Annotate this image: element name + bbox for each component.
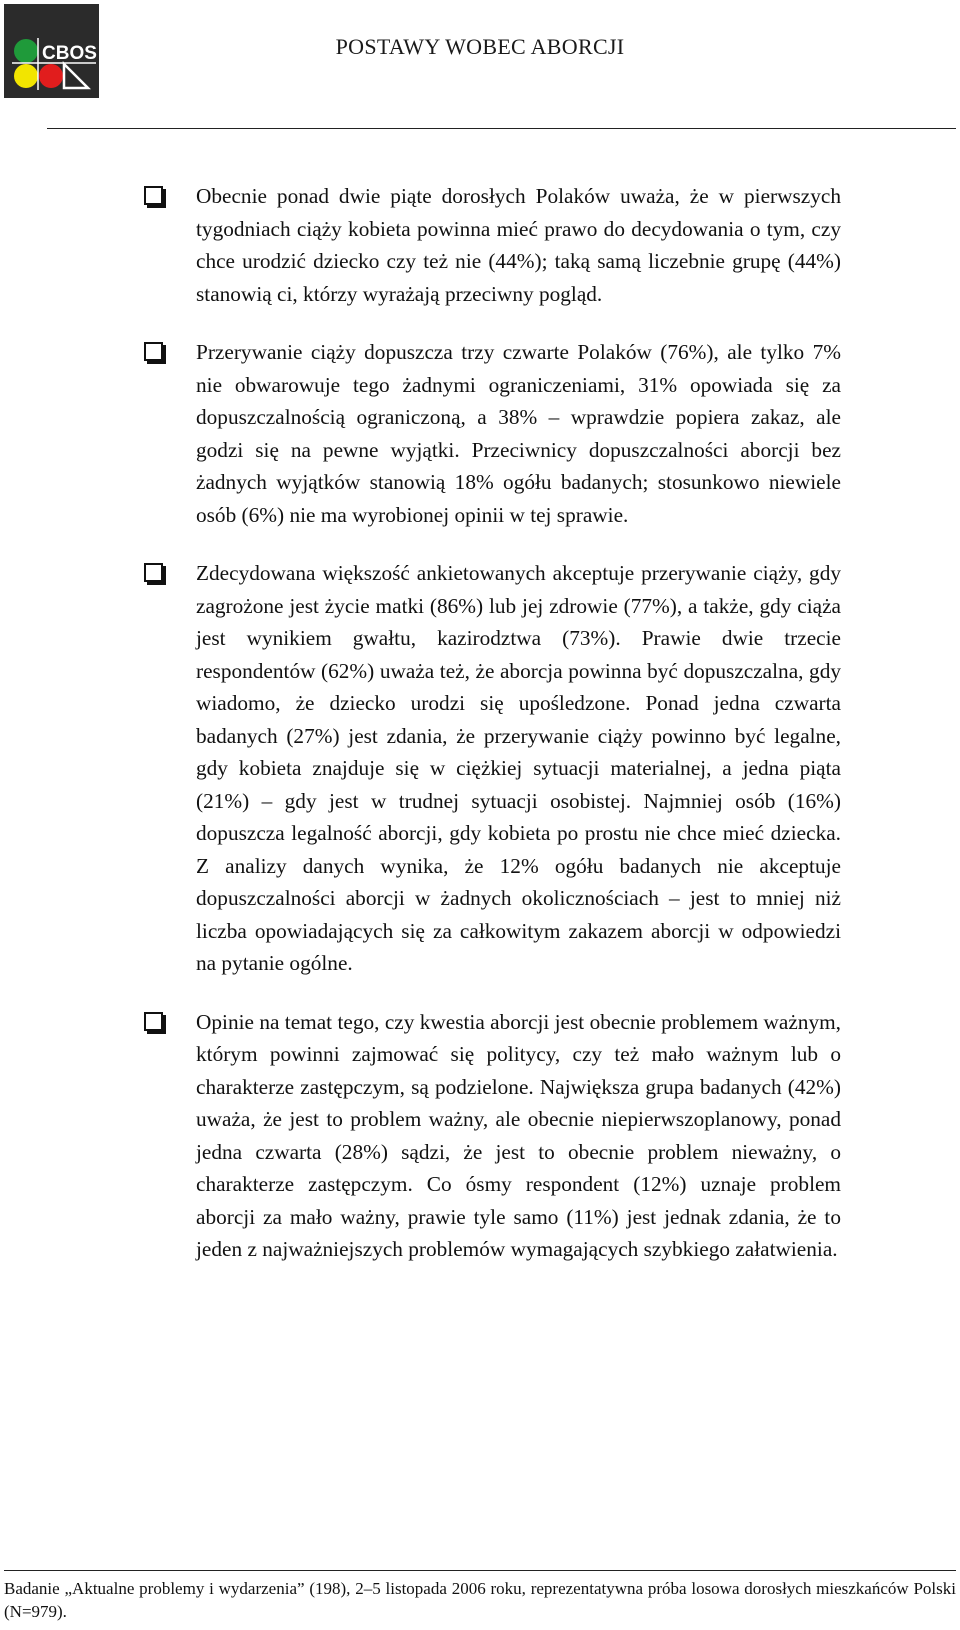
- summary-bullet-list: [196, 180, 841, 1266]
- checkbox-icon: [144, 563, 163, 582]
- logo-text: CBOS: [42, 43, 97, 64]
- footer-divider: [4, 1570, 956, 1571]
- logo-yellow-dot: [14, 64, 38, 88]
- checkbox-icon: [144, 342, 163, 361]
- logo-red-dot: [39, 64, 63, 88]
- summary-bullet-text: Zdecydowana większość ankietowanych akceptuje przerywanie ciąży, gdy zagrożone jest życie matki (86%) lub jej zdrowie (77%), a także, gdy ciąża jest wynikiem gwałtu, kazirodztwa (73%). Prawie dwie trzecie respondentów (62%) uważa też, że aborcja powinna być dopuszczalna, gdy wiadomo, że dziecko urodzi się upośledzone. Ponad jedna czwarta badanych (27%) jest zdania, że przerywanie ciąży powinno być legalne, gdy kobieta znajduje się w ciężkiej sytuacji materialnej, a jedna piąta (21%) – gdy jest w trudnej sytuacji osobistej. Najmniej osób (16%) dopuszcza legalność aborcji, gdy kobieta po prostu nie chce mieć dziecka. Z analizy danych wynika, że 12% ogółu badanych nie akceptuje dopuszczalności aborcji w żadnych okolicznościach – jest to mniej niż liczba opowiadających się za całkowitym zakazem aborcji w odpowiedzi na pytanie ogólne.: [196, 561, 841, 975]
- checkbox-icon: [144, 1012, 163, 1031]
- checkbox-icon: [144, 186, 163, 205]
- summary-bullet-3: [196, 557, 841, 980]
- summary-bullet-text: Obecnie ponad dwie piąte dorosłych Polaków uważa, że w pierwszych tygodniach ciąży kobieta powinna mieć prawo do decydowania o tym, czy chce urodzić dziecko czy też nie (44%); taką samą liczebnie grupę (44%) stanowią ci, którzy wyrażają przeciwny pogląd.: [196, 184, 841, 306]
- header-divider: [47, 128, 956, 129]
- summary-bullet-4: [196, 1006, 841, 1266]
- summary-bullet-text: Opinie na temat tego, czy kwestia aborcji jest obecnie problemem ważnym, którym powinni zajmować się politycy, czy też mało ważnym lub o charakterze zastępczym, są podzielone. Największa grupa badanych (42%) uważa, że jest to problem ważny, ale obecnie niepierwszoplanowy, ponad jedna czwarta (28%) sądzi, że jest to obecnie problem nieważny, o charakterze zastępczym. Co ósmy respondent (12%) uznaje problem aborcji za mało ważny, prawie tyle samo (11%) jest jednak zdania, że to jeden z najważniejszych problemów wymagających szybkiego załatwienia.: [196, 1009, 841, 1261]
- page-title: POSTAWY WOBEC ABORCJI: [335, 34, 625, 59]
- summary-bullet-2: [196, 336, 841, 531]
- summary-bullet-text: Przerywanie ciąży dopuszcza trzy czwarte Polaków (76%), ale tylko 7% nie obwarowuje tego żadnymi ograniczeniami, 31% opowiada się za dopuszczalnością ograniczoną, a 38% – wprawdzie popiera zakaz, ale godzi się na pewne wyjątki. Przeciwnicy dopuszczalności aborcji bez żadnych wyjątków stanowią 18% ogółu badanych; stosunkowo niewiele osób (6%) nie ma wyrobionej opinii w tej sprawie.: [196, 340, 841, 527]
- summary-bullet-1: [196, 180, 841, 310]
- footnote: Badanie „Aktualne problemy i wydarzenia” (198), 2–5 listopada 2006 roku, reprezentatywna próba losowa dorosłych mieszkańców Polski (N=979).: [4, 1579, 956, 1621]
